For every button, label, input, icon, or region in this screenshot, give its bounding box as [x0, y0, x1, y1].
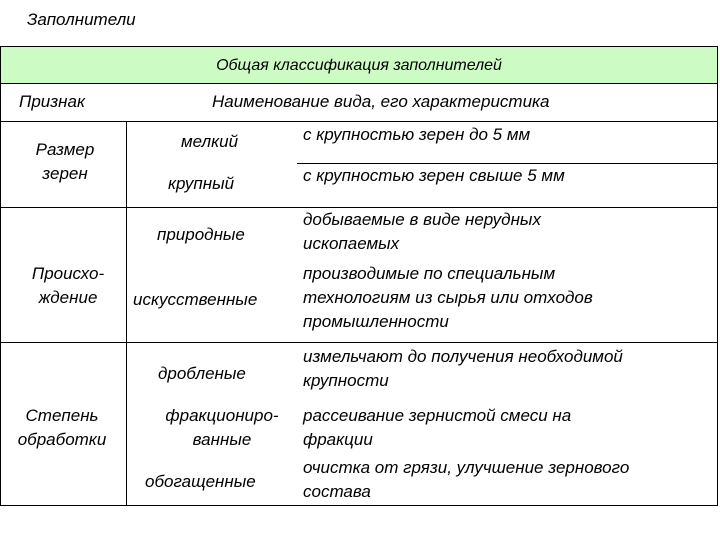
- column-divider: [126, 121, 127, 506]
- desc-fractionated: рассеивание зернистой смеси на фракции: [303, 406, 572, 449]
- kind-enriched: обогащенные: [145, 472, 256, 491]
- group-label-processing: Степень обработки: [17, 406, 107, 449]
- kind-crushed: дробленые: [158, 364, 246, 383]
- desc-coarse: с крупностью зерен свыше 5 мм: [303, 166, 565, 185]
- group-label-origin: Происхо- ждение: [31, 264, 105, 307]
- kind-artificial: искусственные: [133, 290, 258, 309]
- desc-artificial: производимые по специальным технологиям из сырья или отходов промышленности: [303, 264, 593, 331]
- desc-fine: с крупностью зерен до 5 мм: [303, 125, 531, 144]
- group-label-size: Размер зерен: [35, 140, 95, 183]
- desc-enriched: очистка от грязи, улучшение зернового состава: [303, 458, 630, 501]
- header-feature: Признак: [19, 92, 85, 111]
- kind-fractionated: фракциониро- ванные: [165, 406, 279, 449]
- kind-coarse: крупный: [168, 174, 235, 193]
- kind-fine: мелкий: [181, 132, 239, 151]
- slide-title: Заполнители: [27, 10, 136, 29]
- kind-natural: природные: [157, 225, 245, 244]
- desc-crushed: измельчают до получения необходимой крупности: [303, 347, 623, 390]
- desc-natural: добываемые в виде нерудных ископаемых: [303, 210, 541, 253]
- header-divider: [1, 121, 718, 122]
- table-caption: Общая классификация заполнителей: [1, 47, 717, 84]
- group-divider-origin: [1, 342, 718, 343]
- header-name: Наименование вида, его характеристика: [212, 92, 550, 111]
